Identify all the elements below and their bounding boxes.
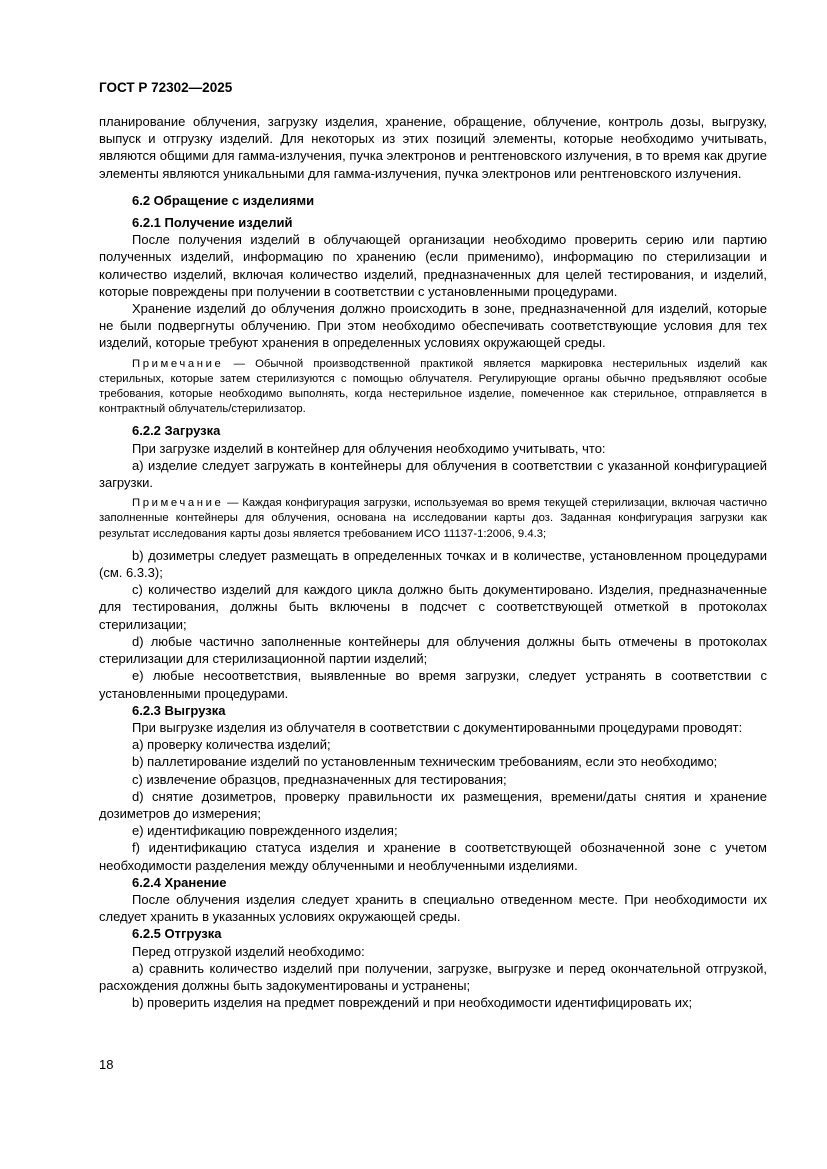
note-label: Примечание — [132, 357, 224, 370]
list-item: a) проверку количества изделий; — [132, 737, 331, 753]
list-item: f) идентификацию статуса изделия и хранение в соответствующей обозначенной зоне с учетом необходимости разделения между облученными и необлученными изделиями. — [99, 840, 767, 873]
section-6-2-2-title: 6.2.2 Загрузка — [132, 423, 221, 439]
list-item: d) любые частично заполненные контейнеры для облучения должны быть отмечены в протоколах стерилизации для стерилизационной партии изделий; — [99, 633, 767, 667]
section-6-2-4-title: 6.2.4 Хранение — [132, 874, 227, 890]
list-item: a) сравнить количество изделий при получении, загрузке, выгрузке и перед окончательной отгрузкой, расхождения должны быть задокументированы и устранены; — [99, 960, 767, 993]
section-6-2-title: 6.2 Обращение с изделиями — [132, 192, 315, 208]
list-item: b) паллетирование изделий по установленным техническим требованиям, если это необходимо; — [132, 754, 718, 770]
intro-paragraph: планирование облучения, загрузку изделия, хранение, обращение, облучение, контроль дозы, выгрузку, выпуск и отгрузку изделий. Для некоторых из этих позиций элементы, которые необходимо учитывать, являются общими для гамма-излучения, пучка электронов и рентгеновского излучения, в то время как другие элементы являются уникальными для гамма-излучения, пучка электронов или рентгеновского излучения. — [99, 114, 767, 181]
document-body — [99, 113, 767, 1011]
section-6-2-3-title: 6.2.3 Выгрузка — [132, 702, 226, 718]
section-6-2-1-title: 6.2.1 Получение изделий — [132, 215, 293, 231]
list-item: a) изделие следует загружать в контейнеры для облучения в соответствии с указанной конфигурацией загрузки. — [99, 457, 767, 491]
paragraph: Перед отгрузкой изделий необходимо: — [132, 943, 365, 959]
list-item: e) идентификацию поврежденного изделия; — [132, 823, 398, 839]
section-6-2-5-title: 6.2.5 Отгрузка — [132, 926, 222, 942]
paragraph: После получения изделий в облучающей организации необходимо проверить серию или партию полученных изделий, информацию по хранению (если применимо), информацию по стерилизации и количество изделий, включая количество изделий, предназначенных для целей тестирования, и изделий, которые повреждены при получении в соответствии с установленными процедурами. — [99, 232, 767, 299]
note-text: — Обычной производственной практикой является маркировка нестерильных изделий как стерильных, которые затем стерилизуются с помощью облучателя. Регулирующие органы обычно предъявляют особые требования, которые необходимо выполнять, когда нестерильное изделие, помеченное как стерильное, отправляется в контрактный облучатель/стерилизатор. — [99, 357, 767, 416]
note-label: Примечание — [132, 497, 224, 510]
list-item: c) количество изделий для каждого цикла должно быть документировано. Изделия, предназначенные для тестирования, должны быть включены в подсчет с соответствующей отметкой в протоколах стерилизации; — [99, 582, 767, 632]
note — [99, 496, 767, 542]
note-text: — Каждая конфигурация загрузки, используемая во время текущей стерилизации, включая частично заполненные контейнеры для облучения, основана на исследовании карты доз. Заданная конфигурация загрузки как результат исследования карты дозы является требованием ИСО 11137-1:2006, 9.4.3; — [99, 497, 767, 540]
paragraph: При загрузке изделий в контейнер для облучения необходимо учитывать, что: — [132, 440, 606, 456]
list-item: b) дозиметры следует размещать в определенных точках и в количестве, установленном процедурами (см. 6.3.3); — [99, 547, 767, 581]
list-item: e) любые несоответствия, выявленные во время загрузки, следует устранять в соответствии с установленными процедурами. — [99, 668, 767, 701]
paragraph: Хранение изделий до облучения должно происходить в зоне, предназначенной для изделий, которые не были подвергнуты облучению. При этом необходимо обеспечивать соответствующие условия для тех изделий, которые требуют хранения в определенных условиях окружающей среды. — [99, 301, 767, 351]
paragraph: При выгрузке изделия из облучателя в соответствии с документированными процедурами проводят: — [132, 719, 743, 735]
list-item: c) извлечение образцов, предназначенных для тестирования; — [132, 771, 507, 787]
list-item: b) проверить изделия на предмет повреждений и при необходимости идентифицировать их; — [132, 995, 693, 1011]
note — [99, 357, 767, 418]
paragraph: После облучения изделия следует хранить в специально отведенном месте. При необходимости их следует хранить в указанных условиях окружающей среды. — [99, 891, 767, 925]
document-header: ГОСТ Р 72302—2025 — [99, 80, 233, 95]
list-item: d) снятие дозиметров, проверку правильности их размещения, времени/даты снятия и хранение дозиметров до измерения; — [99, 788, 767, 821]
page-number: 18 — [99, 1057, 114, 1072]
